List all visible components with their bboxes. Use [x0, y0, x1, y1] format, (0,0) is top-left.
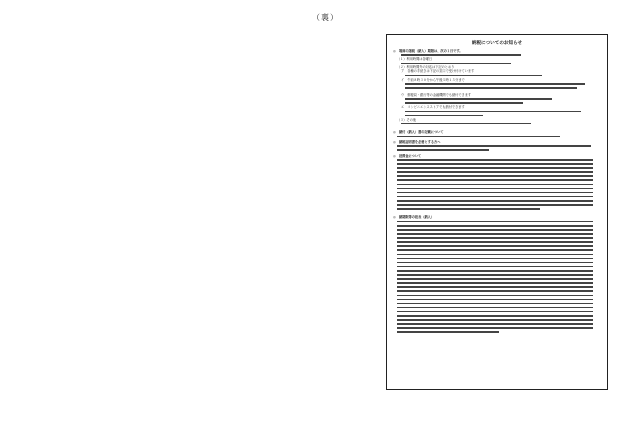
notice-line: ◎ 納付（納入）書の記載について [393, 130, 444, 135]
notice-line: ◎ 納税証明書を必要とする方へ [393, 139, 441, 144]
tax-notice-box [386, 34, 608, 390]
notice-line: （１）利用時間は各曜日 [397, 57, 433, 62]
notice-line: ウ 郵便局・銀行等の金融機関でも納付できます [401, 92, 472, 97]
text-line-placeholder [393, 134, 601, 138]
notice-line: イ 午前８時３０分から午後５時１５分まで [401, 77, 465, 82]
notice-line: ◎ 延滞金について [393, 153, 422, 158]
page-side-mark: （裏） [312, 13, 339, 22]
notice-line: ア 各種の手続きは下記の窓口で受け付けています [401, 69, 475, 74]
notice-line: ◎ 場面の諸税（納入）期限は、次の１日です。 [393, 49, 463, 53]
notice-line: （２）利用時間外の対応は下記のとおり [397, 65, 455, 70]
notice-line: ◎ 納期限等の延長（納入） [393, 215, 435, 220]
notice-line: エ コンビニエンスストアでも納付できます [401, 105, 465, 110]
notice-line: （３）その他 [397, 117, 417, 122]
notice-title: 納税についてのお知らせ [471, 41, 523, 46]
text-line-placeholder [393, 330, 601, 334]
text-line-placeholder [393, 148, 601, 152]
